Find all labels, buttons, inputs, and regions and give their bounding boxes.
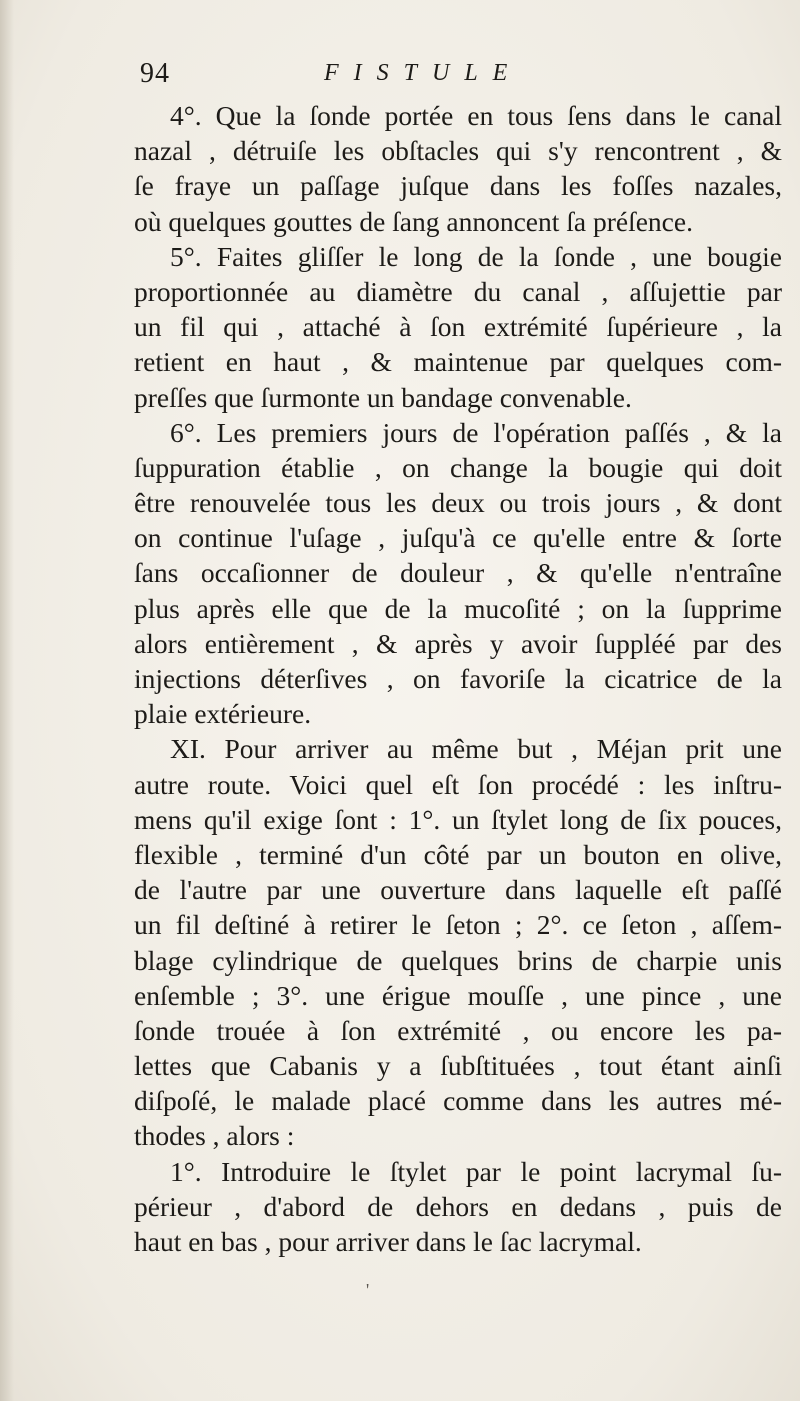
page-number: 94 [140,58,170,89]
text-line: plaie extérieure. [134,698,312,730]
text-line: thodes , alors : [134,1120,295,1152]
text-line: périeur , d'abord de dehors en dedans , puis de [134,1190,782,1222]
text-line: être renouvelée tous les deux ou trois jours , & dont [134,487,782,519]
text-line: autre route. Voici quel eſt ſon procédé : les inſtru- [134,768,782,800]
body-text [134,98,782,1259]
text-line: enſemble ; 3°. une érigue mouſſe , une pince , une [134,979,782,1011]
text-line: XI. Pour arriver au même but , Méjan prit une [170,733,782,765]
text-line: ſonde trouée à ſon extrémité , ou encore les pa- [134,1014,782,1046]
text-line: de l'autre par une ouverture dans laquelle eſt paſſé [134,874,782,906]
text-line: 5°. Faites gliſſer le long de la ſonde , une bougie [170,240,782,272]
text-line: ſans occaſionner de douleur , & qu'elle n'entraîne [134,557,782,589]
text-line: 4°. Que la ſonde portée en tous ſens dans le canal [170,100,782,131]
text-line: on continue l'uſage , juſqu'à ce qu'elle entre & ſorte [134,522,782,554]
text-line: diſpoſé, le malade placé comme dans les autres mé- [134,1085,782,1117]
text-line: flexible , terminé d'un côté par un bouton en olive, [134,838,782,870]
text-line: blage cylindrique de quelques brins de charpie unis [134,944,782,976]
running-title: FISTULE [324,60,523,86]
text-line: ſuppuration établie , on change la bougie qui doit [134,451,782,483]
text-line: 1°. Introduire le ſtylet par le point lacrymal ſu- [170,1155,782,1187]
text-line: plus après elle que de la mucoſité ; on la ſupprime [134,592,782,624]
text-line: haut en bas , pour arriver dans le ſac lacrymal. [134,1226,642,1257]
text-line: mens qu'il exige ſont : 1°. un ſtylet long de ſix pouces, [134,803,782,835]
text-line: ſe fraye un paſſage juſque dans les foſſes nazales, [134,170,782,202]
text-line: où quelques gouttes de ſang annoncent ſa préſence. [134,205,693,237]
page-header [132,58,760,92]
text-line: retient en haut , & maintenue par quelques com- [134,346,782,378]
text-line: 6°. Les premiers jours de l'opération paſſés , & la [170,416,782,448]
text-line: preſſes que ſurmonte un bandage convenable. [134,381,632,413]
text-line: injections déterſives , on favoriſe la cicatrice de la [134,663,782,694]
text-line: lettes que Cabanis y a ſubſtituées , tout étant ainſi [134,1050,782,1082]
page-gutter-shadow [0,0,14,1401]
text-line: nazal , détruiſe les obſtacles qui s'y rencontrent , & [134,135,782,167]
text-line: proportionnée au diamètre du canal , aſſujettie par [134,275,782,307]
text-line: un fil deſtiné à retirer le ſeton ; 2°. ce ſeton , aſſem- [134,909,782,941]
text-line: alors entièrement , & après y avoir ſuppléé par des [134,627,782,659]
page-mark: ' [366,1280,370,1300]
text-line: un fil qui , attaché à ſon extrémité ſupérieure , la [134,311,782,343]
